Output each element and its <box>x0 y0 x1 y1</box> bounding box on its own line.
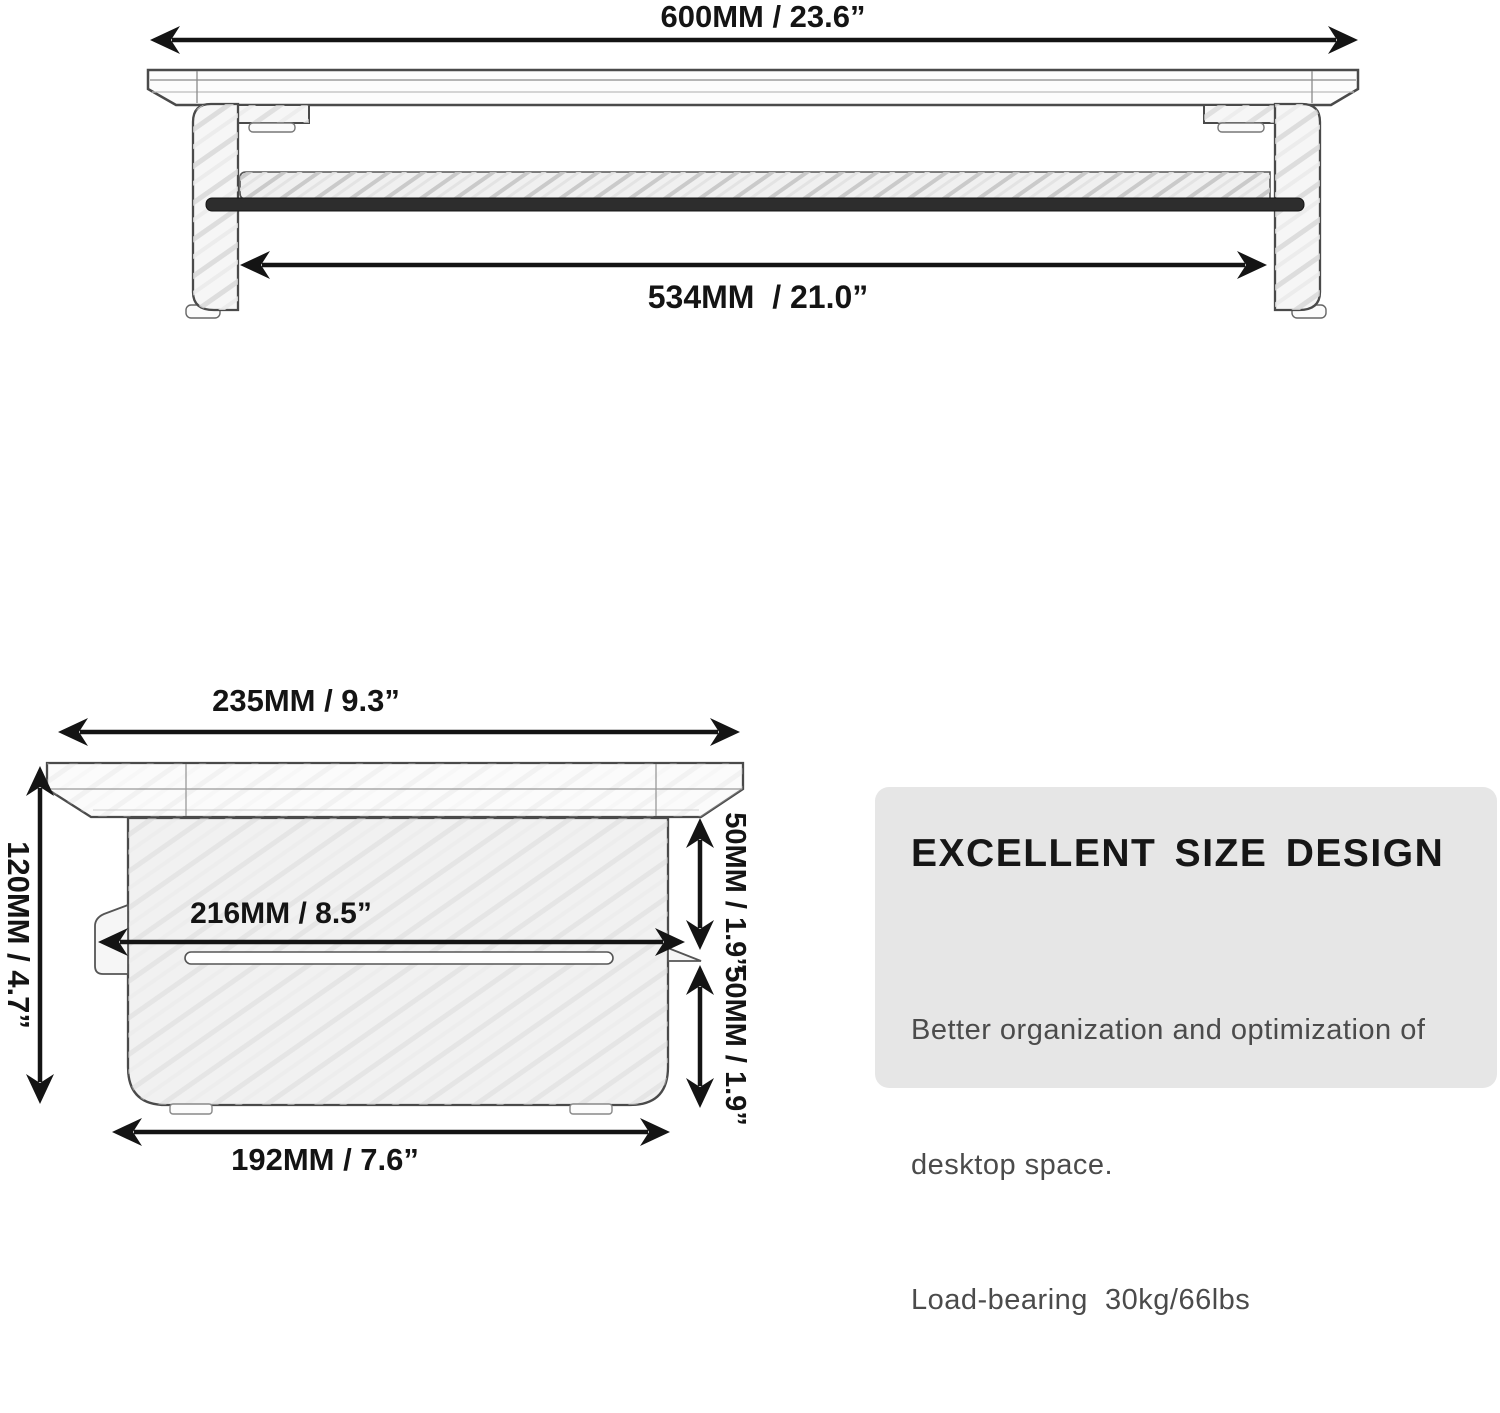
side-leg-body <box>95 818 701 1114</box>
dim-arrow-depth <box>58 718 740 746</box>
info-box-body <box>911 918 1467 1413</box>
dim-label-overall-width: 600MM / 23.6” <box>660 0 866 34</box>
info-box <box>875 787 1497 1316</box>
side-view-diagram <box>0 660 780 1181</box>
info-box-title: EXCELLENT SIZE DESIGN <box>911 832 1445 875</box>
shelf-dark-edge <box>206 198 1304 211</box>
dim-label-foot-span: 192MM / 7.6” <box>231 1142 419 1177</box>
dim-label-inner-width: 534MM / 21.0” <box>647 279 869 315</box>
info-body-line-2: desktop space. <box>911 1148 1114 1181</box>
info-body-line-3: Load-bearing 30kg/66lbs <box>911 1283 1251 1316</box>
dim-arrow-inner-width <box>240 251 1267 279</box>
side-right-bracket <box>668 948 701 961</box>
dim-label-shelf-depth: 216MM / 8.5” <box>190 897 372 930</box>
side-shelf-slot <box>185 952 613 964</box>
dim-label-height: 120MM / 4.7” <box>1 841 36 1029</box>
front-middle-shelf <box>206 172 1304 211</box>
side-right-foot <box>570 1104 612 1114</box>
dim-label-top-clearance: 50MM / 1.9” <box>719 812 751 972</box>
dim-arrow-top-clearance <box>686 818 714 950</box>
dim-label-depth: 235MM / 9.3” <box>212 683 400 718</box>
front-view-diagram <box>0 0 1500 360</box>
side-tabletop-cap <box>47 763 743 817</box>
dim-arrow-bottom-clearance <box>686 965 714 1108</box>
front-tabletop <box>148 70 1358 105</box>
side-left-foot <box>170 1104 212 1114</box>
info-body-line-1: Better organization and optimization of <box>911 1013 1426 1046</box>
dim-label-bottom-clearance: 50MM / 1.9” <box>719 966 751 1126</box>
